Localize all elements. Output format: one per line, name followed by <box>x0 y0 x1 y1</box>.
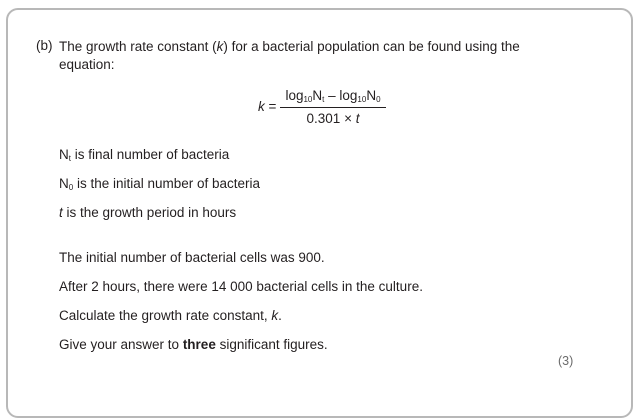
calc-suffix: . <box>278 308 282 323</box>
question-intro <box>59 38 539 74</box>
definition-t <box>59 205 236 220</box>
def-nt-text: is final number of bacteria <box>70 147 230 162</box>
sigfig-bold: three <box>182 337 216 352</box>
equation-denominator: 0.301 × t <box>306 111 360 126</box>
def-n0-sub: 0 <box>68 183 74 192</box>
calc-var: k <box>271 308 279 323</box>
statement-sig-figs <box>59 337 328 352</box>
minus-sign: – <box>324 88 340 103</box>
var-b-sub: 0 <box>376 95 381 104</box>
equation-fraction <box>280 86 386 128</box>
equation-numerator <box>280 86 386 106</box>
calc-prefix: Calculate the growth rate constant, <box>59 308 272 323</box>
statement-after-2-hours: After 2 hours, there were 14 000 bacterial cells in the culture. <box>59 279 423 294</box>
marks-indicator: (3) <box>558 354 574 368</box>
var-a-sub: t <box>322 95 325 104</box>
log-b-base: 10 <box>357 95 367 104</box>
statement-calculate <box>59 308 282 323</box>
def-t-var: t <box>59 205 63 220</box>
def-n0-var: N <box>59 176 69 191</box>
equation-lhs: k = <box>258 99 277 114</box>
var-b: N <box>366 88 377 103</box>
def-t-text: is the growth period in hours <box>62 205 237 220</box>
def-nt-var: N <box>59 147 69 162</box>
var-a: N <box>312 88 323 103</box>
log-a: log <box>285 88 304 103</box>
def-n0-text: is the initial number of bacteria <box>73 176 261 191</box>
definition-n0 <box>59 176 260 191</box>
sigfig-prefix: Give your answer to <box>59 337 183 352</box>
question-intro-text: The growth rate constant (k) for a bacterial population can be found using the equation: <box>59 39 520 72</box>
fraction-bar <box>280 107 386 108</box>
log-a-base: 10 <box>303 95 313 104</box>
statement-initial-cells: The initial number of bacterial cells was 900. <box>59 250 325 265</box>
log-b: log <box>339 88 358 103</box>
def-nt-sub: t <box>68 154 71 163</box>
sigfig-suffix: significant figures. <box>215 337 328 352</box>
definition-nt <box>59 147 229 162</box>
question-label: (b) <box>36 38 53 53</box>
intro-k-var: k <box>216 39 224 54</box>
